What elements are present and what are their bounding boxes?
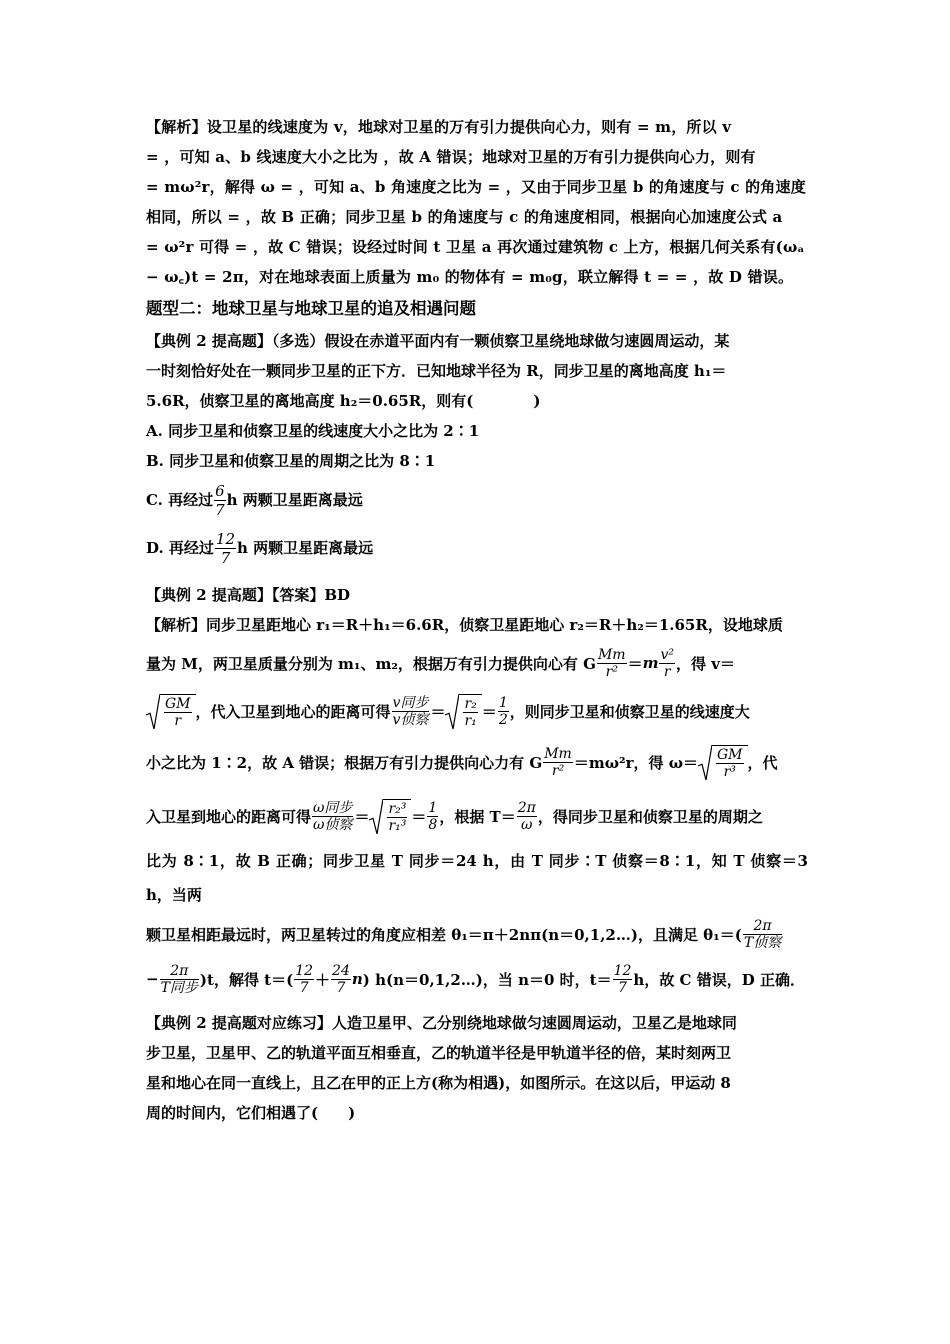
sqrt: $\frac{\text{r₂³}}{\text{r₁³}}$ — [369, 799, 411, 834]
math-line: 小之比为 1∶2，故 A 错误；根据万有引力提供向心力有 G $\frac{Mm}{\text{r²}}$ ＝mω²r，得 ω＝ $\frac{GM}{\text{r³}}$ ，代 — [146, 745, 778, 780]
option-a: A. 同步卫星和侦察卫星的线速度大小之比为 2∶1 — [146, 422, 480, 440]
example-2-question — [146, 326, 808, 610]
answer-line: 【典例 2 提高题】【答案】BD — [146, 586, 351, 604]
practice-question — [146, 1008, 808, 1128]
fraction: $\frac{12}{7}$ — [215, 529, 236, 567]
option-d: D. 再经过 $\frac{12}{7}$ h 两颗卫星距离最远 — [146, 529, 374, 567]
question-line: 步卫星，卫星甲、乙的轨道平面互相垂直，乙的轨道半径是甲轨道半径的倍，某时刻两卫 — [146, 1044, 732, 1062]
fraction: $\frac{2\pi}{\omega}$ — [517, 799, 536, 833]
option-b: B. 同步卫星和侦察卫星的周期之比为 8∶1 — [146, 452, 436, 470]
fraction: $\frac{1}{8}$ — [428, 799, 438, 833]
question-line: 【典例 2 提高题对应练习】人造卫星甲、乙分别绕地球做匀速圆周运动，卫星乙是地球同 — [146, 1014, 737, 1032]
math-line: $\frac{GM}{r}$ ，代入卫星到地心的距离可得 $\frac{\text{v同步}}{\text{v侦察}}$ ＝ $\frac{\text{r₂}}{\text{r₁}}$ ＝ $\frac{1}{2}$ ，则同步卫星和侦察卫星的线速度大 — [146, 686, 808, 736]
question-line: 5.6R，侦察卫星的离地高度 h₂＝0.65R，则有( ) — [146, 392, 541, 410]
fraction: $\frac{12}{7}$ — [295, 962, 314, 996]
analysis-1 — [146, 112, 808, 292]
sqrt: $\frac{\text{r₂}}{\text{r₁}}$ — [445, 694, 481, 729]
document-page — [146, 112, 808, 1128]
analysis-2 — [146, 610, 808, 1002]
fraction: $\frac{12}{7}$ — [613, 962, 632, 996]
fraction: $\frac{2\pi}{\text{T同步}}$ — [160, 962, 198, 996]
text-line: = mω²r，解得 ω = ，可知 a、b 角速度之比为 = ，又由于同步卫星 b 的角速度与 c 的角速度 — [146, 178, 806, 196]
text-line: − ω꜀)t = 2π，对在地球表面上质量为 m₀ 的物体有 = m₀g，联立解得 t = = ，故 D 错误。 — [146, 268, 794, 286]
fraction: $\frac{6}{7}$ — [215, 481, 225, 519]
question-line: 一时刻恰好处在一颗同步卫星的正下方．已知地球半径为 R，同步卫星的离地高度 h₁＝ — [146, 362, 727, 380]
fraction: $\frac{Mm}{\text{r²}}$ — [544, 745, 572, 779]
sqrt: $\frac{GM}{\text{r³}}$ — [698, 745, 748, 780]
text-line: 比为 8∶1，故 B 正确；同步卫星 T 同步＝24 h，由 T 同步∶T 侦察＝8∶1，知 T 侦察＝3 h，当两 — [146, 852, 808, 904]
fraction: $\frac{\text{ω同步}}{\text{ω侦察}}$ — [313, 799, 353, 833]
section-title: 题型二：地球卫星与地球卫星的追及相遇问题 — [146, 299, 476, 318]
text-line: 【解析】同步卫星距地心 r₁＝R＋h₁＝6.6R，侦察卫星距地心 r₂＝R＋h₂＝1.65R，设地球质 — [146, 616, 783, 634]
fraction: $\frac{2\pi}{\text{T侦察}}$ — [743, 917, 782, 951]
question-line: 【典例 2 提高题】（多选）假设在赤道平面内有一颗侦察卫星绕地球做匀速圆周运动，某 — [146, 332, 730, 350]
math-line: 入卫星到地心的距离可得 $\frac{\text{ω同步}}{\text{ω侦察}}$ ＝ $\frac{\text{r₂³}}{\text{r₁³}}$ ＝ $\frac{1}{8}$ ，根据 T＝ $\frac{2\pi}{\omega}$ ，得同步卫星和侦察卫星的周期之 — [146, 799, 763, 834]
fraction: $\frac{24}{7}$ — [332, 962, 350, 996]
text-line: 【解析】设卫星的线速度为 v，地球对卫星的万有引力提供向心力，则有 = m，所以 v — [146, 118, 732, 136]
fraction: $\frac{\text{v同步}}{\text{v侦察}}$ — [392, 694, 429, 728]
math-line: 颗卫星相距最远时，两卫星转过的角度应相差 θ₁＝π＋2nπ(n＝0,1,2…)，且满足 θ₁＝( $\frac{2\pi}{\text{T侦察}}$ — [146, 917, 782, 951]
text-line: = ，可知 a、b 线速度大小之比为 ，故 A 错误；地球对卫星的万有引力提供向心力，则有 — [146, 148, 756, 166]
math-line: − $\frac{2\pi}{\text{T同步}}$ )t，解得 t＝( $\frac{12}{7}$ ＋ $\frac{24}{7}$ n ) h(n＝0,1,2…)，当 n＝0 时，t＝ $\frac{12}{7}$ h，故 C 错误，D 正确． — [146, 962, 805, 996]
question-line: 星和地心在同一直线上，且乙在甲的正上方(称为相遇)，如图所示。在这以后，甲运动 8 — [146, 1074, 731, 1092]
fraction: $\frac{\text{v²}}{r}$ — [660, 646, 675, 680]
math-line: 量为 M，两卫星质量分别为 m₁、m₂，根据万有引力提供向心有 G $\frac{Mm}{\text{r²}}$ ＝ m $\frac{\text{v²}}{r}$ ，得 v＝ — [146, 646, 735, 680]
text-line: 相同，所以 = ，故 B 正确；同步卫星 b 的角速度与 c 的角速度相同，根据向心加速度公式 a — [146, 208, 783, 226]
option-c: C. 再经过 $\frac{6}{7}$ h 两颗卫星距离最远 — [146, 481, 363, 519]
sqrt: $\frac{GM}{r}$ — [146, 694, 196, 729]
text-line: = ω²r 可得 = ，故 C 错误；设经过时间 t 卫星 a 再次通过建筑物 c 上方，根据几何关系有(ωₐ — [146, 238, 805, 256]
fraction: $\frac{Mm}{\text{r²}}$ — [597, 646, 626, 680]
question-line: 周的时间内，它们相遇了( ) — [146, 1104, 356, 1122]
fraction: $\frac{1}{2}$ — [498, 694, 508, 728]
